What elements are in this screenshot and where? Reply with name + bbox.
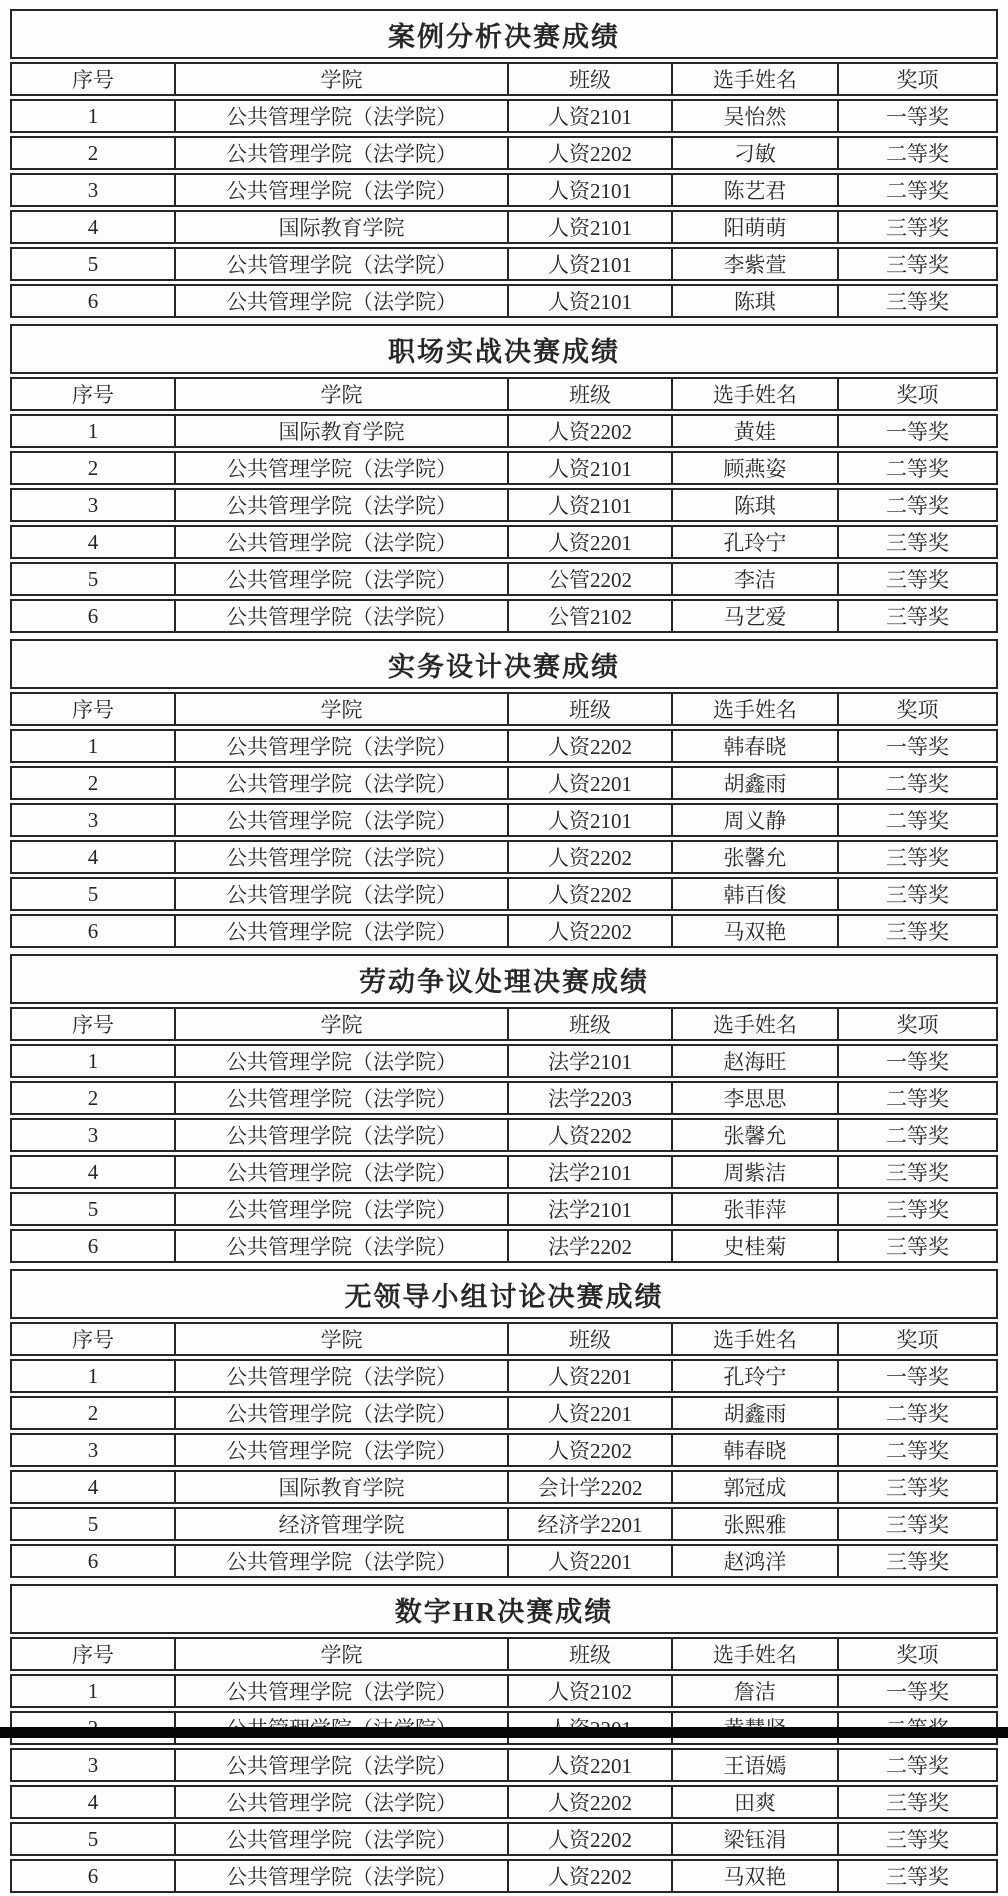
cell-college: 公共管理学院（法学院） <box>175 1044 508 1078</box>
cell-class: 人资2101 <box>508 803 672 837</box>
table-row <box>10 173 998 207</box>
table-row <box>10 525 998 559</box>
column-header-2: 班级 <box>508 692 672 726</box>
cell-college: 公共管理学院（法学院） <box>175 766 508 800</box>
cell-award: 三等奖 <box>838 840 998 874</box>
cell-award: 二等奖 <box>838 488 998 522</box>
section-title: 案例分析决赛成绩 <box>10 9 998 59</box>
cell-class: 人资2202 <box>508 1433 672 1467</box>
cell-class: 法学2101 <box>508 1155 672 1189</box>
cell-class: 人资2101 <box>508 488 672 522</box>
table-row <box>10 1359 998 1393</box>
cell-college: 公共管理学院（法学院） <box>175 1081 508 1115</box>
cell-class: 人资2101 <box>508 173 672 207</box>
cell-award: 三等奖 <box>838 1822 998 1856</box>
cell-class: 人资2101 <box>508 99 672 133</box>
cell-class: 人资2101 <box>508 247 672 281</box>
column-header-2: 班级 <box>508 1322 672 1356</box>
cell-index: 3 <box>10 488 175 522</box>
table-row <box>10 1674 998 1708</box>
cell-college: 公共管理学院（法学院） <box>175 1674 508 1708</box>
table-row <box>10 729 998 763</box>
cell-class: 人资2201 <box>508 1396 672 1430</box>
cell-contestant-name: 阳萌萌 <box>672 210 838 244</box>
cell-index: 6 <box>10 284 175 318</box>
cell-contestant-name: 王语嫣 <box>672 1748 838 1782</box>
cell-index: 6 <box>10 599 175 633</box>
cell-award: 三等奖 <box>838 210 998 244</box>
cell-award: 一等奖 <box>838 99 998 133</box>
table-row <box>10 1044 998 1078</box>
section-title-row <box>10 324 998 374</box>
section-table <box>10 1266 998 1581</box>
table-row <box>10 562 998 596</box>
cell-college: 公共管理学院（法学院） <box>175 488 508 522</box>
cell-contestant-name: 周紫洁 <box>672 1155 838 1189</box>
cell-class: 人资2101 <box>508 284 672 318</box>
cell-college: 公共管理学院（法学院） <box>175 173 508 207</box>
column-header-row <box>10 62 998 96</box>
cell-college: 公共管理学院（法学院） <box>175 525 508 559</box>
cell-index: 3 <box>10 803 175 837</box>
cell-award: 三等奖 <box>838 1859 998 1893</box>
section-title: 无领导小组讨论决赛成绩 <box>10 1269 998 1319</box>
cell-college: 国际教育学院 <box>175 1470 508 1504</box>
cell-college: 国际教育学院 <box>175 414 508 448</box>
cell-class: 人资2101 <box>508 210 672 244</box>
table-row <box>10 414 998 448</box>
results-tables <box>10 6 998 1896</box>
cell-class: 人资2101 <box>508 451 672 485</box>
table-row <box>10 803 998 837</box>
cell-class: 人资2201 <box>508 766 672 800</box>
cell-award: 一等奖 <box>838 1044 998 1078</box>
cell-contestant-name: 詹洁 <box>672 1674 838 1708</box>
cell-class: 人资2201 <box>508 1748 672 1782</box>
table-row <box>10 1544 998 1578</box>
cell-college: 公共管理学院（法学院） <box>175 1359 508 1393</box>
cell-class: 人资2201 <box>508 1359 672 1393</box>
table-row <box>10 247 998 281</box>
cell-college: 公共管理学院（法学院） <box>175 247 508 281</box>
cell-award: 一等奖 <box>838 1359 998 1393</box>
cell-index: 3 <box>10 1118 175 1152</box>
cell-index: 3 <box>10 1433 175 1467</box>
cell-index: 4 <box>10 1785 175 1819</box>
cell-index: 4 <box>10 840 175 874</box>
table-row <box>10 599 998 633</box>
cell-class: 人资2202 <box>508 1822 672 1856</box>
section-title-row <box>10 9 998 59</box>
cell-class: 人资2202 <box>508 414 672 448</box>
cell-class: 人资2202 <box>508 1785 672 1819</box>
cell-award: 二等奖 <box>838 803 998 837</box>
cell-college: 公共管理学院（法学院） <box>175 1396 508 1430</box>
cell-award: 二等奖 <box>838 1118 998 1152</box>
cell-index: 1 <box>10 1359 175 1393</box>
cell-contestant-name: 胡鑫雨 <box>672 766 838 800</box>
table-row <box>10 1859 998 1893</box>
cell-index: 5 <box>10 877 175 911</box>
cell-contestant-name: 张熙雅 <box>672 1507 838 1541</box>
cell-award: 二等奖 <box>838 451 998 485</box>
cell-index: 6 <box>10 1229 175 1263</box>
cell-award: 三等奖 <box>838 284 998 318</box>
table-row <box>10 1192 998 1226</box>
column-header-0: 序号 <box>10 62 175 96</box>
table-row <box>10 451 998 485</box>
cell-college: 公共管理学院（法学院） <box>175 1155 508 1189</box>
cell-contestant-name: 韩百俊 <box>672 877 838 911</box>
cell-award: 三等奖 <box>838 1470 998 1504</box>
cell-index: 2 <box>10 136 175 170</box>
column-header-row <box>10 1007 998 1041</box>
table-row <box>10 136 998 170</box>
column-header-0: 序号 <box>10 377 175 411</box>
table-row <box>10 1118 998 1152</box>
cell-award: 二等奖 <box>838 766 998 800</box>
cell-college: 公共管理学院（法学院） <box>175 877 508 911</box>
cell-class: 人资2201 <box>508 1544 672 1578</box>
cell-award: 三等奖 <box>838 1155 998 1189</box>
column-header-1: 学院 <box>175 692 508 726</box>
cell-class: 人资2202 <box>508 914 672 948</box>
column-header-3: 选手姓名 <box>672 1322 838 1356</box>
cell-index: 5 <box>10 562 175 596</box>
cell-college: 公共管理学院（法学院） <box>175 136 508 170</box>
cell-college: 公共管理学院（法学院） <box>175 451 508 485</box>
column-header-row <box>10 377 998 411</box>
column-header-3: 选手姓名 <box>672 377 838 411</box>
section-title: 劳动争议处理决赛成绩 <box>10 954 998 1004</box>
table-row <box>10 766 998 800</box>
table-row <box>10 1822 998 1856</box>
cell-class: 会计学2202 <box>508 1470 672 1504</box>
column-header-4: 奖项 <box>838 1007 998 1041</box>
cell-index: 5 <box>10 1822 175 1856</box>
cell-contestant-name: 顾燕姿 <box>672 451 838 485</box>
cell-contestant-name: 田爽 <box>672 1785 838 1819</box>
table-row <box>10 1507 998 1541</box>
column-header-4: 奖项 <box>838 377 998 411</box>
section-table <box>10 636 998 951</box>
cell-contestant-name: 李洁 <box>672 562 838 596</box>
column-header-2: 班级 <box>508 1637 672 1671</box>
cell-contestant-name: 周义静 <box>672 803 838 837</box>
column-header-2: 班级 <box>508 1007 672 1041</box>
cell-award: 三等奖 <box>838 562 998 596</box>
column-header-3: 选手姓名 <box>672 1637 838 1671</box>
cell-contestant-name: 张馨允 <box>672 1118 838 1152</box>
column-header-3: 选手姓名 <box>672 62 838 96</box>
cell-contestant-name: 李思思 <box>672 1081 838 1115</box>
cell-contestant-name: 刁敏 <box>672 136 838 170</box>
column-header-0: 序号 <box>10 1007 175 1041</box>
cell-award: 二等奖 <box>838 1396 998 1430</box>
cell-award: 二等奖 <box>838 173 998 207</box>
cell-index: 3 <box>10 1748 175 1782</box>
cell-index: 6 <box>10 1544 175 1578</box>
cell-class: 法学2101 <box>508 1044 672 1078</box>
cell-college: 公共管理学院（法学院） <box>175 562 508 596</box>
cell-award: 三等奖 <box>838 914 998 948</box>
column-header-4: 奖项 <box>838 1637 998 1671</box>
cell-contestant-name: 郭冠成 <box>672 1470 838 1504</box>
table-row <box>10 1785 998 1819</box>
column-header-1: 学院 <box>175 1637 508 1671</box>
cell-index: 1 <box>10 99 175 133</box>
cell-award: 一等奖 <box>838 414 998 448</box>
table-row <box>10 877 998 911</box>
cell-contestant-name: 孔玲宁 <box>672 1359 838 1393</box>
section-table <box>10 321 998 636</box>
cell-index: 1 <box>10 414 175 448</box>
cell-award: 三等奖 <box>838 1785 998 1819</box>
cell-college: 公共管理学院（法学院） <box>175 599 508 633</box>
table-row <box>10 1748 998 1782</box>
table-row <box>10 284 998 318</box>
column-header-1: 学院 <box>175 1007 508 1041</box>
cell-college: 公共管理学院（法学院） <box>175 1785 508 1819</box>
cell-college: 公共管理学院（法学院） <box>175 1229 508 1263</box>
cell-contestant-name: 陈琪 <box>672 488 838 522</box>
column-header-4: 奖项 <box>838 692 998 726</box>
cell-class: 人资2202 <box>508 729 672 763</box>
cell-college: 公共管理学院（法学院） <box>175 1118 508 1152</box>
column-header-4: 奖项 <box>838 1322 998 1356</box>
bottom-scan-bar <box>0 1727 1008 1738</box>
table-row <box>10 99 998 133</box>
cell-class: 人资2202 <box>508 840 672 874</box>
cell-award: 二等奖 <box>838 1748 998 1782</box>
cell-college: 公共管理学院（法学院） <box>175 99 508 133</box>
cell-college: 公共管理学院（法学院） <box>175 803 508 837</box>
cell-award: 三等奖 <box>838 599 998 633</box>
cell-contestant-name: 马艺爱 <box>672 599 838 633</box>
cell-college: 公共管理学院（法学院） <box>175 840 508 874</box>
table-row <box>10 210 998 244</box>
cell-contestant-name: 陈琪 <box>672 284 838 318</box>
cell-class: 法学2203 <box>508 1081 672 1115</box>
section-title: 实务设计决赛成绩 <box>10 639 998 689</box>
cell-class: 公管2202 <box>508 562 672 596</box>
cell-award: 三等奖 <box>838 877 998 911</box>
cell-award: 一等奖 <box>838 1674 998 1708</box>
cell-contestant-name: 韩春晓 <box>672 729 838 763</box>
cell-contestant-name: 张馨允 <box>672 840 838 874</box>
cell-contestant-name: 孔玲宁 <box>672 525 838 559</box>
cell-contestant-name: 黄娃 <box>672 414 838 448</box>
cell-class: 经济学2201 <box>508 1507 672 1541</box>
cell-index: 1 <box>10 729 175 763</box>
cell-college: 经济管理学院 <box>175 1507 508 1541</box>
table-row <box>10 1396 998 1430</box>
cell-class: 人资2102 <box>508 1674 672 1708</box>
cell-index: 2 <box>10 1396 175 1430</box>
cell-award: 三等奖 <box>838 1544 998 1578</box>
cell-award: 三等奖 <box>838 1507 998 1541</box>
table-row <box>10 1470 998 1504</box>
cell-college: 公共管理学院（法学院） <box>175 914 508 948</box>
cell-class: 人资2202 <box>508 877 672 911</box>
cell-index: 2 <box>10 766 175 800</box>
table-row <box>10 1433 998 1467</box>
cell-award: 三等奖 <box>838 525 998 559</box>
section-title-row <box>10 1269 998 1319</box>
cell-contestant-name: 赵海旺 <box>672 1044 838 1078</box>
cell-contestant-name: 赵鸿洋 <box>672 1544 838 1578</box>
table-row <box>10 1229 998 1263</box>
cell-contestant-name: 马双艳 <box>672 914 838 948</box>
cell-contestant-name: 吴怡然 <box>672 99 838 133</box>
cell-class: 人资2202 <box>508 1859 672 1893</box>
cell-class: 法学2101 <box>508 1192 672 1226</box>
cell-college: 公共管理学院（法学院） <box>175 1433 508 1467</box>
section-table <box>10 951 998 1266</box>
cell-class: 人资2202 <box>508 1118 672 1152</box>
section-title-row <box>10 954 998 1004</box>
cell-index: 2 <box>10 451 175 485</box>
cell-index: 6 <box>10 914 175 948</box>
column-header-0: 序号 <box>10 1322 175 1356</box>
cell-award: 二等奖 <box>838 136 998 170</box>
column-header-1: 学院 <box>175 62 508 96</box>
cell-index: 3 <box>10 173 175 207</box>
table-row <box>10 1081 998 1115</box>
cell-class: 人资2202 <box>508 136 672 170</box>
cell-contestant-name: 史桂菊 <box>672 1229 838 1263</box>
cell-index: 4 <box>10 525 175 559</box>
column-header-0: 序号 <box>10 692 175 726</box>
section-table <box>10 6 998 321</box>
column-header-4: 奖项 <box>838 62 998 96</box>
cell-index: 1 <box>10 1674 175 1708</box>
column-header-1: 学院 <box>175 377 508 411</box>
cell-contestant-name: 胡鑫雨 <box>672 1396 838 1430</box>
section-title: 数字HR决赛成绩 <box>10 1584 998 1634</box>
table-row <box>10 914 998 948</box>
cell-index: 5 <box>10 1192 175 1226</box>
cell-college: 公共管理学院（法学院） <box>175 729 508 763</box>
cell-contestant-name: 梁钰涓 <box>672 1822 838 1856</box>
section-title-row <box>10 1584 998 1634</box>
cell-index: 4 <box>10 1155 175 1189</box>
cell-index: 4 <box>10 210 175 244</box>
table-row <box>10 840 998 874</box>
cell-contestant-name: 韩春晓 <box>672 1433 838 1467</box>
cell-contestant-name: 陈艺君 <box>672 173 838 207</box>
cell-contestant-name: 李紫萱 <box>672 247 838 281</box>
cell-contestant-name: 张菲萍 <box>672 1192 838 1226</box>
cell-index: 2 <box>10 1081 175 1115</box>
column-header-1: 学院 <box>175 1322 508 1356</box>
column-header-0: 序号 <box>10 1637 175 1671</box>
cell-class: 法学2202 <box>508 1229 672 1263</box>
cell-college: 公共管理学院（法学院） <box>175 1544 508 1578</box>
table-row <box>10 488 998 522</box>
cell-award: 二等奖 <box>838 1433 998 1467</box>
cell-college: 公共管理学院（法学院） <box>175 1859 508 1893</box>
cell-contestant-name: 马双艳 <box>672 1859 838 1893</box>
cell-index: 1 <box>10 1044 175 1078</box>
section-title: 职场实战决赛成绩 <box>10 324 998 374</box>
cell-index: 5 <box>10 247 175 281</box>
cell-index: 5 <box>10 1507 175 1541</box>
cell-index: 4 <box>10 1470 175 1504</box>
cell-award: 三等奖 <box>838 1229 998 1263</box>
table-row <box>10 1155 998 1189</box>
cell-index: 6 <box>10 1859 175 1893</box>
column-header-row <box>10 1322 998 1356</box>
section-title-row <box>10 639 998 689</box>
column-header-3: 选手姓名 <box>672 1007 838 1041</box>
cell-class: 人资2201 <box>508 525 672 559</box>
cell-class: 公管2102 <box>508 599 672 633</box>
cell-college: 公共管理学院（法学院） <box>175 1822 508 1856</box>
cell-award: 二等奖 <box>838 1081 998 1115</box>
cell-college: 公共管理学院（法学院） <box>175 284 508 318</box>
cell-college: 公共管理学院（法学院） <box>175 1748 508 1782</box>
column-header-2: 班级 <box>508 62 672 96</box>
column-header-row <box>10 692 998 726</box>
column-header-row <box>10 1637 998 1671</box>
cell-college: 国际教育学院 <box>175 210 508 244</box>
cell-award: 三等奖 <box>838 1192 998 1226</box>
column-header-3: 选手姓名 <box>672 692 838 726</box>
cell-award: 三等奖 <box>838 247 998 281</box>
cell-college: 公共管理学院（法学院） <box>175 1192 508 1226</box>
column-header-2: 班级 <box>508 377 672 411</box>
cell-award: 一等奖 <box>838 729 998 763</box>
section-table <box>10 1581 998 1896</box>
